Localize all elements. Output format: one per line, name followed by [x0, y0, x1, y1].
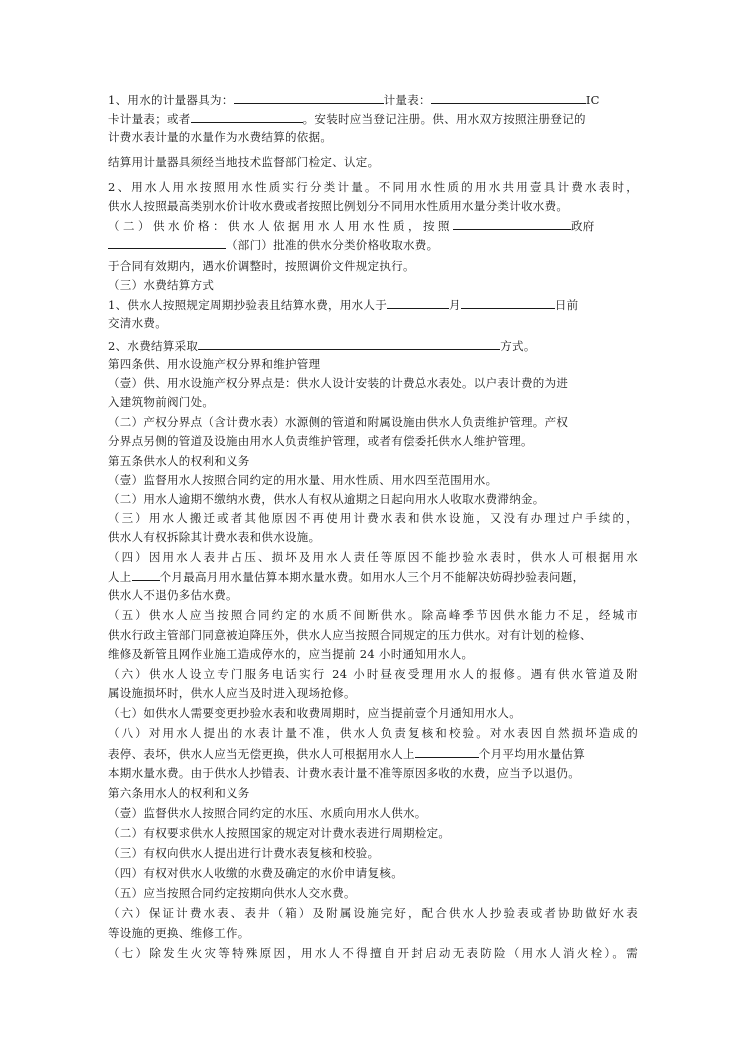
clause-quality-line-1: （五）供水人应当按照合同约定的水质不间断供水。除高峰季节因供水能力不足，经城市 — [108, 608, 638, 622]
clause-meters-line-1: 1、用水的计量器具为： 计量表： IC — [108, 93, 600, 107]
blank-meter-type[interactable] — [234, 91, 384, 104]
clause-meter-certification: 结算用计量器具须经当地技术监督部门检定、认定。 — [108, 155, 380, 169]
clause-periodic-check: （二）有权要求供水人按照国家的规定对计费水表进行周期检定。 — [108, 826, 451, 840]
clause-request-check: （三）有权向供水人提出进行计费水表复核和校验。 — [108, 846, 380, 860]
clause-hotline-line-1: （六）供水人设立专门服务电话实行 24 小时昼夜受理用水人的报修。遇有供水管道及附 — [108, 667, 638, 681]
clause-estimation-line-1: （四）因用水人表井占压、损坏及用水人责任等原因不能抄验水表时，供水人可根据用水 — [108, 550, 638, 564]
clause-meter-check-line-3: 本期水量水费。由于供水人抄错表、计费水表计量不准等原因多收的水费，应当予以退仍。 — [108, 766, 580, 780]
clause-estimation-line-3: 供水人不退仍多估水费。 — [108, 588, 238, 602]
blank-day[interactable] — [461, 296, 555, 309]
clause-meters-line-2: 卡计量表；或者 。安装时应当登记注册。供、用水双方按照注册登记的 — [108, 112, 586, 126]
blank-month[interactable] — [387, 296, 449, 309]
clause-meter-check-line-1: （八）对用水人提出的水表计量不准，供水人负责复核和校验。对水表因自然损坏造成的 — [108, 726, 638, 740]
clause-maintenance-line-2: 分界点另侧的管道及设施由用水人负责维护管理，或者有偿委托供水人维护管理。 — [108, 434, 533, 448]
clause-facility-care-line-1: （六）保证计费水表、表井（箱）及附属设施完好，配合供水人抄验表或者协助做好水表 — [108, 906, 638, 920]
clause-settlement-line-1: 1、供水人按照规定周期抄验表且结算水费，用水人于 月 日前 — [108, 298, 579, 312]
blank-months-count[interactable] — [132, 568, 160, 581]
clause-settlement-line-2: 交清水费。 — [108, 316, 167, 330]
clause-supervise-supply: （壹）监督供水人按照合同约定的水压、水质向用水人供水。 — [108, 806, 427, 820]
clause-classification-line-2: 供水人按照最高类别水价计收水费或者按照比例划分不同用水性质用水量分类计收水费。 — [108, 199, 569, 213]
clause-boundary-line-2: 入建筑物前阀门处。 — [108, 395, 215, 409]
clause-estimation-line-2: 人上 个月最高月用水量估算本期水量水费。如用水人三个月不能解决妨碍抄验表问题， — [108, 570, 585, 584]
blank-department[interactable] — [108, 236, 226, 249]
clause-cycle-change: （七）如供水人需要变更抄验水表和收费周期时，应当提前壹个月通知用水人。 — [108, 706, 521, 720]
clause-meters-line-3: 计费水表计量的水量作为水费结算的依据。 — [108, 130, 333, 144]
blank-average-months[interactable] — [415, 745, 479, 758]
clause-price-line-1: （二）供水价格：供水人依据用水人用水性质，按照 政府 — [108, 219, 595, 233]
heading-article-6: 第六条用水人的权利和义务 — [108, 786, 250, 800]
clause-hotline-line-2: 属设施损坏时，供水人应当及时进入现场抢修。 — [108, 686, 356, 700]
clause-pay-on-time: （五）应当按照合同约定按期向供水人交水费。 — [108, 886, 356, 900]
clause-boundary-line-1: （壹）供、用水设施产权分界点是：供水人设计安装的计费总水表处。以户表计费的为进 — [108, 376, 569, 390]
clause-facility-care-line-2: 等设施的更换、维修工作。 — [108, 926, 250, 940]
clause-meter-check-line-2: 表停、表坏，供水人应当无偿更换，供水人可根据用水人上 个月平均用水量估算 — [108, 747, 585, 761]
clause-settlement-mode: 2、水费结算采取 方式。 — [108, 339, 536, 353]
heading-article-5: 第五条供水人的权利和义务 — [108, 454, 250, 468]
clause-quality-line-2: 供水行政主管部门同意被迫降压外，供水人应当按照合同规定的压力供水。对有计划的检修、 — [108, 628, 592, 642]
clause-price-adjustment: 于合同有效期内，遇水价调整时，按照调价文件规定执行。 — [108, 259, 415, 273]
blank-other-meter[interactable] — [191, 110, 303, 123]
blank-government[interactable] — [453, 217, 571, 230]
heading-article-4: 第四条供、用水设施产权分界和维护管理 — [108, 357, 321, 371]
clause-late-fee: （二）用水人逾期不缴纳水费，供水人有权从逾期之日起向用水人收取水费滞纳金。 — [108, 492, 545, 506]
clause-price-line-2: （部门）批准的供水分类价格收取水费。 — [108, 236, 638, 253]
clause-classification-line-1: 2、用水人用水按照用水性质实行分类计量。不同用水性质的用水共用壹具计费水表时， — [108, 180, 638, 194]
heading-settlement-method: （三）水费结算方式 — [108, 278, 215, 292]
clause-quality-line-3: 维修及新管且网作业施工造成停水的，应当提前 24 小时通知用水人。 — [108, 647, 474, 661]
clause-supervise-use: （壹）监督用水人按照合同约定的用水量、用水性质、用水四至范围用水。 — [108, 473, 498, 487]
clause-fire-hydrant: （七）除发生火灾等特殊原因，用水人不得擅自开封启动无表防险（用水人消火栓）。需 — [108, 946, 638, 960]
clause-maintenance-line-1: （二）产权分界点（含计费水表）水源侧的管道和附属设施由供水人负责维护管理。产权 — [108, 415, 569, 429]
clause-fee-review: （四）有权对供水人收缴的水费及确定的水价申请复核。 — [108, 866, 403, 880]
blank-meter-model[interactable] — [431, 91, 586, 104]
clause-relocation-line-1: （三）用水人搬迁或者其他原因不再使用计费水表和供水设施，又没有办理过户手续的， — [108, 511, 638, 525]
clause-relocation-line-2: 供水人有权拆除其计费水表和供水设施。 — [108, 530, 321, 544]
blank-settlement-mode[interactable] — [198, 337, 500, 350]
